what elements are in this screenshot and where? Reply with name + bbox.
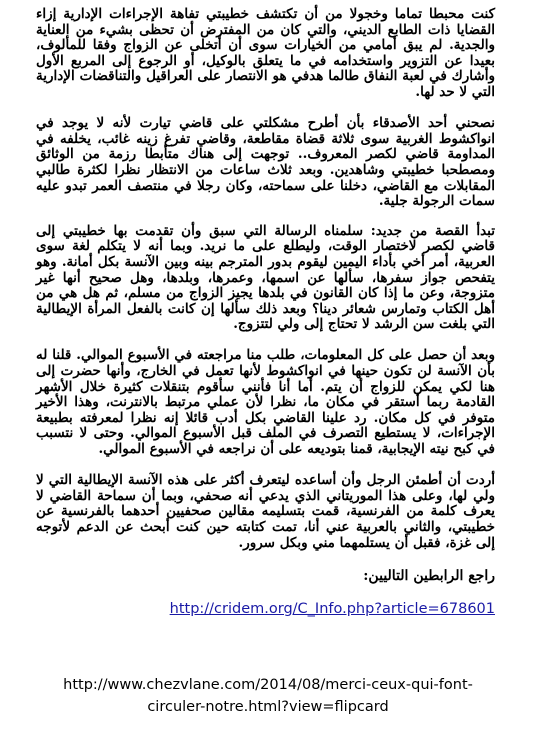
article-body xyxy=(36,7,495,641)
reference-link-cridem[interactable]: http://cridem.org/C_Info.php?article=678601 xyxy=(169,600,495,617)
paragraph-1: كنت محبطا تماما وخجولا من أن تكتشف خطيبتي تفاهة الإجراءات الإدارية إزاء القضايا ذات الطابع الديني، والتي كان من المفترض أن تحظى بشيء من العناية والجدية. لم يبق أمامي من الخيارات سوى أن أتخلى عن الزواج وفقا للمألوف، بعيدا عن التزوير واستخدامه في ما يتعلق بالوكيل، أو الرجوع إلى المربع الأول وأشارك في لعبة النفاق طالما هدفي هو الانتصار على العراقيل والتناقضات الإدارية التي لا حد لها. xyxy=(36,6,495,100)
references-title: راجع الرابطين التاليين: xyxy=(363,567,495,584)
paragraph-3: تبدأ القصة من جديد: سلمناه الرسالة التي سبق وأن تقدمت بها خطيبتي إلى قاضي لكصر لاختصار الوقت، وليطلع على ما نريد. وبما أنه لا يتكلم لغة سوى العربية، أمر أخي بأداء اليمين ليقوم بدور المترجم بينه وبين الآنسة بكل أمانة. وهو يتفحص جواز سفرها، سألها عن اسمها، وعمرها، وبلدها، وهل صحيح أنها غير متزوجة، وعن ما إذا كان القانون في بلدها يجيز الزواج من مسلم، ثم هل هي من أهل الكتاب وتمارس شعائر دينا؟ وبعد ذلك سألها إن كانت بالفعل المرأة الإيطالية التي بلغت سن الرشد لا تحتاج إلى ولي لتتزوج. xyxy=(36,222,495,333)
paragraph-4: وبعد أن حصل على كل المعلومات، طلب منا مراجعته في الأسبوع الموالي. قلنا له بأن الآنسة لن تكون حينها في انواكشوط لأنها تعمل في الخارج، وأنها حضرت إلى هنا لكي يمكن للزواج أن يتم. أما أنا فأنني سأقوم بتنقلات كثيرة خلال الأشهر القادمة ربما أستقر في مكان ما، نظرا لأن عملي مرتبط بالانترنت، وهذا الأخير متوفر في كل مكان. رد علينا القاضي بكل أدب قائلا إنه نظرا لمعرفته بطبيعة الإجراءات، لا يستطيع التصرف في الملف قبل الأسبوع الموالي. وحتى لا نتسبب في كبح نيته الإيجابية، قمنا بتوديعه على أن نراجعه في الأسبوع الموالي. xyxy=(36,347,495,458)
paragraph-2: نصحني أحد الأصدقاء بأن أطرح مشكلتي على قاضي تيارت لأنه لا يوجد في انواكشوط الغربية سوى ثلاثة قضاة مقاطعة، وقاضي تفرغ زينه غائب، يخلفه في المداومة قاضي لكصر المعروف.. توجهت إلى هناك متأبطا رزمة من الوثائق ومصطحبا خطيبتي وشاهدين. وبعد ثلاث ساعات من الانتظار نظرا لكثرة طالبي المقابلات مع القاضي، دخلنا على سماحته، وكان رجلا في منتصف العمر تبدو عليه سمات الرجولة جلية. xyxy=(36,115,495,210)
reference-link-row xyxy=(36,599,495,619)
paragraph-5: أردت أن أطمئن الرجل وأن أساعده ليتعرف أكثر على هذه الآنسة الإيطالية التي لا ولي لها، وعلى هذا الموريتاني الذي يدعي أنه صحفي، وبما أن سماحة القاضي لا يعرف كلمة من الفرنسية، قمت بتسليمه مقالين صحفيين أحدهما بالفرنسية عن خطيبتي، والثاني بالعربية عني أنا، تمت كتابته حين كنت أبحث عن الدعم لأتوجه إلى غزة، فقبل أن يستلمهما مني وبكل سرور. xyxy=(36,472,495,551)
reference-link-chezvlane[interactable]: http://www.chezvlane.com/2014/08/merci-ceux-qui-font-circuler-notre.html?view=flipcard xyxy=(63,677,473,715)
